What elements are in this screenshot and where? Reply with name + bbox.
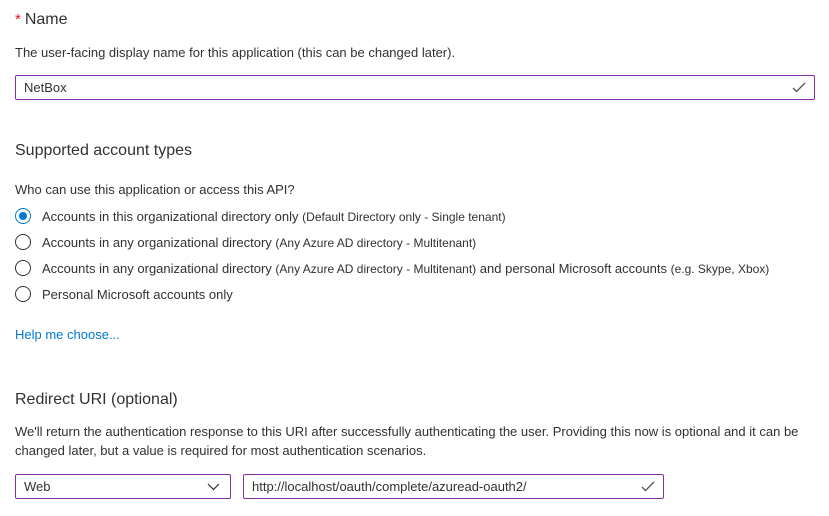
account-types-question: Who can use this application or access this API? — [15, 182, 295, 197]
radio-unselected-icon[interactable] — [15, 286, 31, 302]
radio-option-label: Accounts in any organizational directory (Any Azure AD directory - Multitenant) — [42, 234, 477, 250]
name-description: The user-facing display name for this application (this can be changed later). — [15, 45, 456, 60]
chevron-down-icon — [207, 483, 220, 491]
radio-unselected-icon[interactable] — [15, 234, 31, 250]
required-asterisk: * — [15, 11, 21, 28]
radio-unselected-icon[interactable] — [15, 260, 31, 276]
account-types-title: Supported account types — [15, 142, 193, 159]
help-me-choose-link[interactable]: Help me choose... — [15, 327, 120, 342]
name-section-title — [15, 11, 68, 29]
radio-option-multitenant-personal[interactable] — [15, 259, 769, 277]
name-title-text: Name — [24, 11, 68, 28]
radio-option-personal-only[interactable] — [15, 285, 233, 303]
name-input[interactable] — [16, 80, 792, 95]
redirect-uri-title: Redirect URI (optional) — [15, 391, 178, 408]
radio-option-label: Personal Microsoft accounts only — [42, 286, 233, 302]
redirect-uri-field — [243, 474, 664, 499]
radio-option-label: Accounts in this organizational directory only (Default Directory only - Single tenant) — [42, 208, 506, 224]
radio-selected-icon[interactable] — [15, 208, 31, 224]
platform-select[interactable] — [15, 474, 231, 499]
platform-select-value: Web — [24, 479, 51, 494]
name-field — [15, 75, 815, 100]
radio-option-label: Accounts in any organizational directory (Any Azure AD directory - Multitenant) and personal Microsoft accounts (e.g. Skype, Xbox) — [42, 260, 770, 276]
redirect-uri-description: We'll return the authentication response to this URI after successfully authenticating the user. Providing this now is optional and it can be changed later, but a value is required for most authentication scenarios. — [15, 424, 799, 458]
redirect-uri-input[interactable] — [244, 479, 641, 494]
valid-check-icon — [641, 481, 655, 492]
radio-option-multitenant[interactable] — [15, 233, 476, 251]
valid-check-icon — [792, 82, 806, 93]
radio-option-single-tenant[interactable] — [15, 207, 506, 225]
